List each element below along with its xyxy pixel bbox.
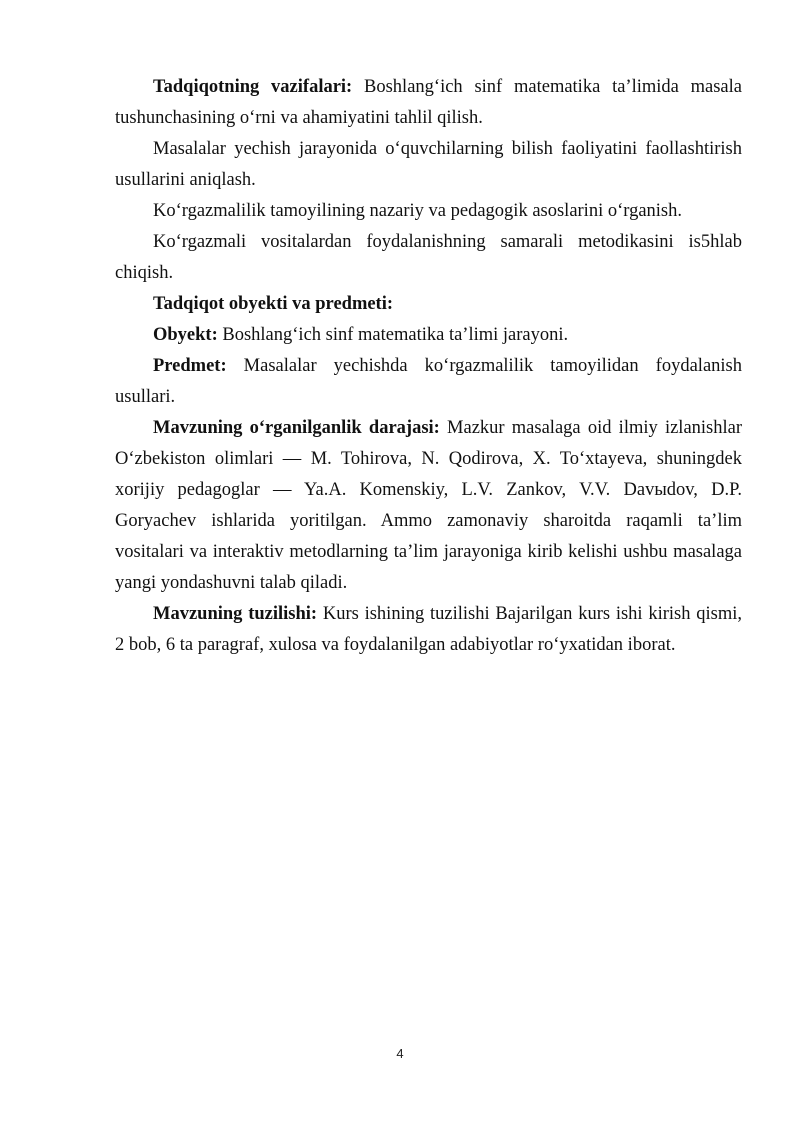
paragraph-heading: Tadqiqotning vazifalari: [153, 77, 353, 97]
paragraph-text: Boshlang‘ich sinf matematika ta’limida masala tushunchasining o‘rni va ahamiyatini tahlil qilish. [115, 77, 742, 128]
paragraph-text: Ko‘rgazmali vositalardan foydalanishning samarali metodikasini is5hlab chiqish. [115, 232, 742, 283]
paragraph-heading: Mavzuning tuzilishi: [153, 604, 318, 624]
paragraph-heading: Mavzuning o‘rganilganlik darajasi: [153, 418, 440, 438]
paragraph-study-level [115, 413, 742, 599]
paragraph-task-methodology [115, 227, 742, 289]
paragraph-text: Ko‘rgazmalilik tamoyilining nazariy va pedagogik asoslarini o‘rganish. [153, 201, 683, 221]
paragraph-text: Mazkur masalaga oid ilmiy izlanishlar O‘zbekiston olimlari — M. Tohirova, N. Qodirova, X. To‘xtayeva, shuningdek xorijiy pedagoglar — Ya.A. Komenskiy, L.V. Zankov, V.V. Davыdov, D.P. Goryachev ishlarida yoritilgan. Ammo zamonaviy sharoitda raqamli ta’lim vositalari va interaktiv metodlarning ta’lim jarayoniga kirib kelishi ushbu masalaga yangi yondashuvni talab qiladi. [115, 418, 743, 593]
document-body [115, 72, 742, 661]
paragraph-text: Kurs ishining tuzilishi Bajarilgan kurs ishi kirish qismi, 2 bob, 6 ta paragraf, xulosa va foydalanilgan adabiyotlar ro‘yxatidan iborat. [115, 604, 742, 655]
paragraph-text: Boshlang‘ich sinf matematika ta’limi jarayoni. [217, 325, 569, 345]
paragraph-text: Masalalar yechishda ko‘rgazmalilik tamoyilidan foydalanish usullari. [115, 356, 742, 407]
paragraph-heading: Obyekt: [153, 325, 218, 345]
paragraph-task-visual-principle [115, 196, 742, 227]
page-number: 4 [396, 1046, 404, 1061]
paragraph-research-tasks [115, 72, 742, 134]
paragraph-object [115, 320, 742, 351]
paragraph-subject [115, 351, 742, 413]
paragraph-task-activation [115, 134, 742, 196]
paragraph-heading: Tadqiqot obyekti va predmeti: [153, 294, 394, 314]
paragraph-object-subject-heading [115, 289, 742, 320]
paragraph-structure [115, 599, 742, 661]
paragraph-heading: Predmet: [153, 356, 227, 376]
paragraph-text: Masalalar yechish jarayonida o‘quvchilarning bilish faoliyatini faollashtirish usullarini aniqlash. [115, 139, 742, 190]
